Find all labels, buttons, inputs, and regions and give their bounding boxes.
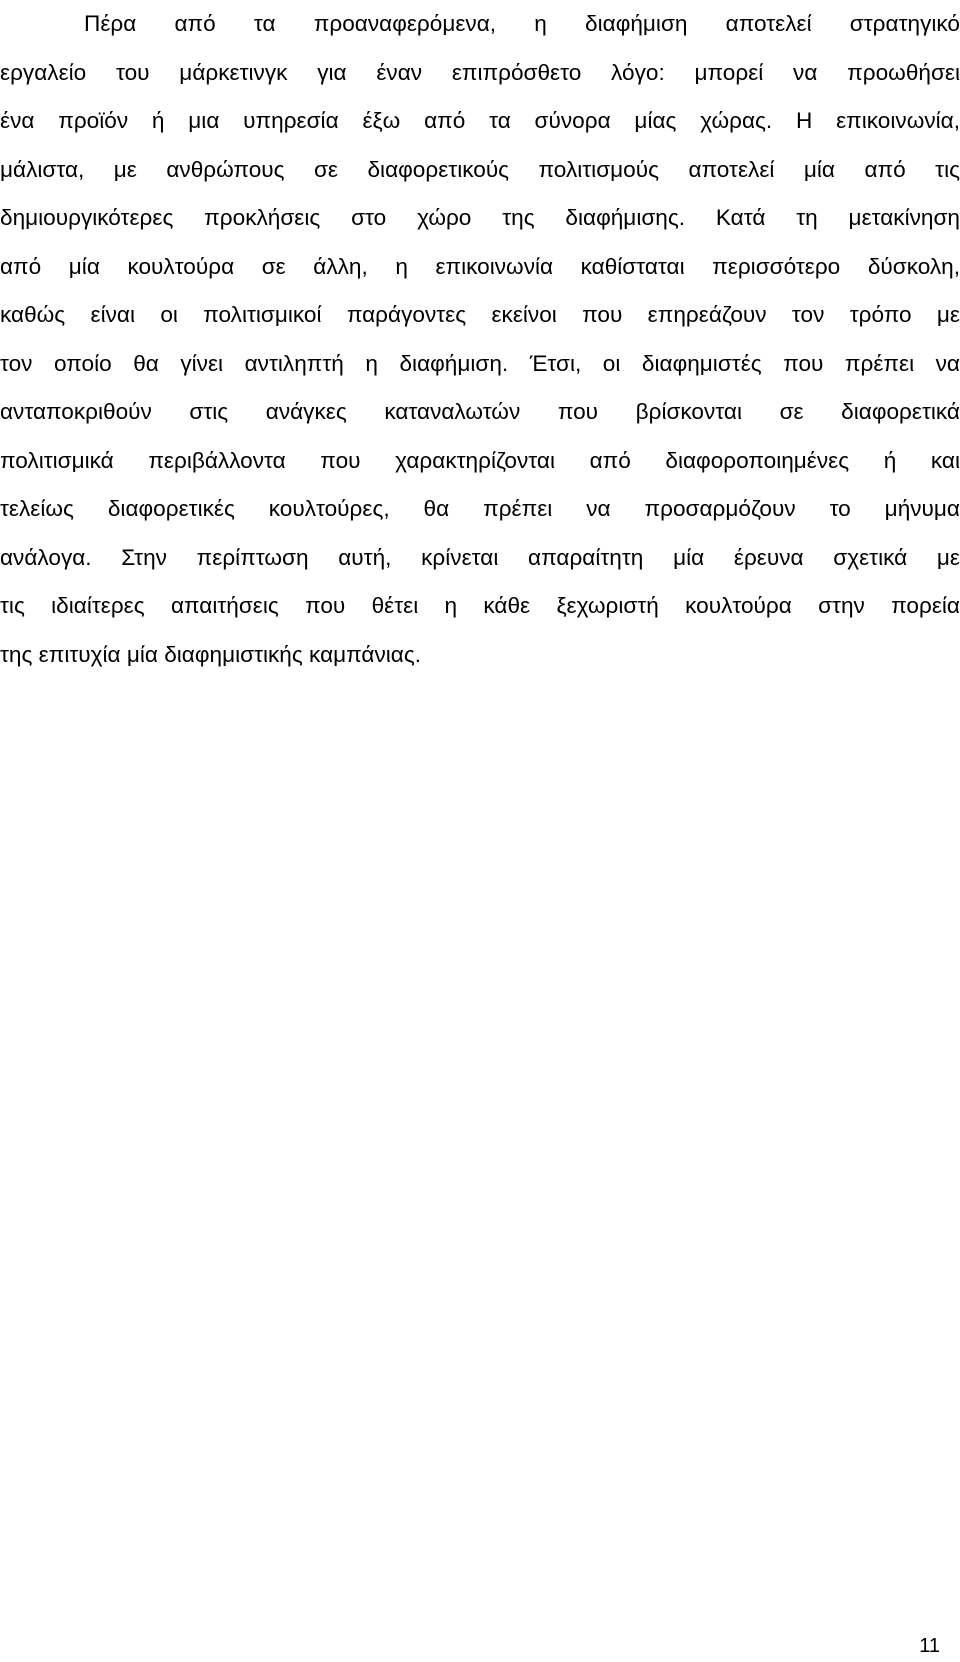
paragraph-line: Πέρα από τα προαναφερόμενα, η διαφήμιση αποτελεί στρατηγικό — [84, 11, 960, 36]
paragraph-line: ένα προϊόν ή μια υπηρεσία έξω από τα σύνορα μίας χώρας. Η επικοινωνία, — [0, 108, 960, 133]
paragraph-line: ανάλογα. Στην περίπτωση αυτή, κρίνεται απαραίτητη μία έρευνα σχετικά με — [0, 544, 960, 570]
paragraph-line: από μία κουλτούρα σε άλλη, η επικοινωνία καθίσταται περισσότερο δύσκολη, — [0, 253, 960, 279]
paragraph-line: μάλιστα, με ανθρώπους σε διαφορετικούς πολιτισμούς αποτελεί μία από τις — [0, 156, 960, 182]
paragraph-line: πολιτισμικά περιβάλλοντα που χαρακτηρίζονται από διαφοροποιημένες ή και — [0, 447, 960, 473]
paragraph-line: της επιτυχία μία διαφημιστικής καμπάνιας. — [0, 641, 422, 667]
paragraph-line: τις ιδιαίτερες απαιτήσεις που θέτει η κάθε ξεχωριστή κουλτούρα στην πορεία — [0, 593, 960, 618]
paragraph-line: καθώς είναι οι πολιτισμικοί παράγοντες εκείνοι που επηρεάζουν τον τρόπο με — [0, 302, 960, 327]
paragraph-line: δημιουργικότερες προκλήσεις στο χώρο της διαφήμισης. Κατά τη μετακίνηση — [0, 205, 960, 230]
paragraph-line: εργαλείο του μάρκετινγκ για έναν επιπρόσθετο λόγο: μπορεί να προωθήσει — [0, 59, 960, 85]
paragraph-line: τον οποίο θα γίνει αντιληπτή η διαφήμιση. Έτσι, οι διαφημιστές που πρέπει να — [0, 350, 960, 376]
page-number: 11 — [919, 1635, 940, 1657]
paragraph — [0, 0, 960, 679]
paragraph-line: τελείως διαφορετικές κουλτούρες, θα πρέπει να προσαρμόζουν το μήνυμα — [0, 496, 960, 521]
paragraph-line: ανταποκριθούν στις ανάγκες καταναλωτών που βρίσκονται σε διαφορετικά — [0, 399, 960, 424]
